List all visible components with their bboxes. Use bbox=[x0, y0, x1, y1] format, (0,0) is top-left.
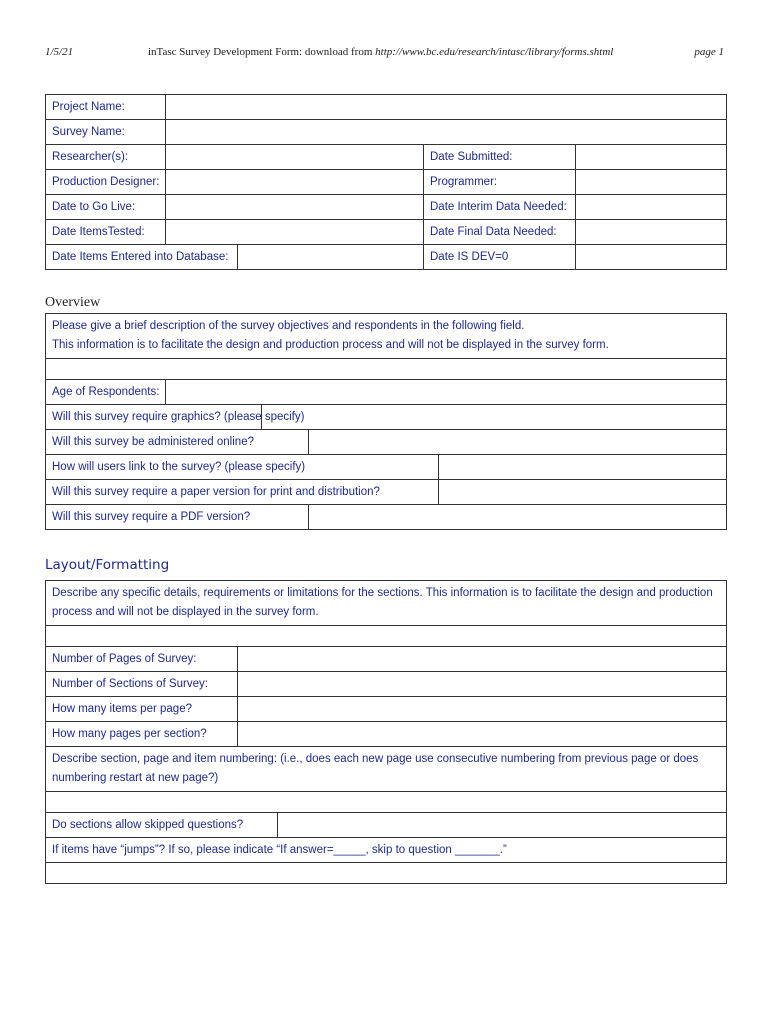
header-title-prefix: inTasc Survey Development Form: download from bbox=[148, 46, 376, 58]
production-designer-input[interactable] bbox=[172, 170, 417, 194]
date-submitted-input[interactable] bbox=[582, 145, 720, 169]
date-go-live-input[interactable] bbox=[172, 195, 417, 219]
header-page: page 1 bbox=[694, 46, 724, 58]
date-go-live-field[interactable] bbox=[166, 195, 424, 220]
age-respondents-field[interactable] bbox=[166, 380, 727, 405]
age-respondents-label: Age of Respondents: bbox=[46, 380, 166, 405]
items-per-page-input[interactable] bbox=[244, 697, 720, 721]
paper-label: Will this survey require a paper version for print and distribution? bbox=[46, 480, 439, 505]
table-row bbox=[46, 647, 727, 672]
pdf-input[interactable] bbox=[315, 505, 720, 529]
layout-description-input[interactable] bbox=[52, 626, 720, 646]
programmer-field[interactable] bbox=[576, 170, 727, 195]
table-row bbox=[46, 120, 727, 145]
table-row bbox=[46, 863, 727, 884]
survey-name-input[interactable] bbox=[172, 120, 720, 144]
paper-field[interactable] bbox=[439, 480, 727, 505]
table-row bbox=[46, 405, 727, 430]
table-row bbox=[46, 747, 727, 792]
table-row bbox=[46, 95, 727, 120]
layout-description-field[interactable] bbox=[46, 626, 727, 647]
items-per-page-label: How many items per page? bbox=[46, 697, 238, 722]
table-row bbox=[46, 697, 727, 722]
table-row bbox=[46, 195, 727, 220]
production-designer-label: Production Designer: bbox=[46, 170, 166, 195]
date-final-input[interactable] bbox=[582, 220, 720, 244]
date-submitted-field[interactable] bbox=[576, 145, 727, 170]
jumps-field[interactable] bbox=[46, 863, 727, 884]
overview-desc-line1: Please give a brief description of the survey objectives and respondents in the following field. bbox=[52, 320, 525, 332]
skipped-label: Do sections allow skipped questions? bbox=[46, 813, 278, 838]
date-final-label: Date Final Data Needed: bbox=[424, 220, 576, 245]
pages-input[interactable] bbox=[244, 647, 720, 671]
date-items-tested-field[interactable] bbox=[166, 220, 424, 245]
date-final-field[interactable] bbox=[576, 220, 727, 245]
age-respondents-input[interactable] bbox=[172, 380, 720, 404]
table-row bbox=[46, 792, 727, 813]
online-field[interactable] bbox=[309, 430, 727, 455]
project-name-field[interactable] bbox=[166, 95, 727, 120]
date-items-tested-input[interactable] bbox=[172, 220, 417, 244]
table-row bbox=[46, 672, 727, 697]
overview-desc-line2: This information is to facilitate the design and production process and will not be displayed in the survey form. bbox=[52, 339, 609, 351]
programmer-input[interactable] bbox=[582, 170, 720, 194]
table-row bbox=[46, 314, 727, 359]
project-info-table bbox=[45, 94, 727, 270]
header-url[interactable]: http://www.bc.edu/research/intasc/library/forms.shtml bbox=[375, 46, 614, 58]
table-row bbox=[46, 838, 727, 863]
online-input[interactable] bbox=[315, 430, 720, 454]
online-label: Will this survey be administered online? bbox=[46, 430, 309, 455]
graphics-field[interactable] bbox=[262, 405, 727, 430]
researchers-label: Researcher(s): bbox=[46, 145, 166, 170]
date-is-dev-label: Date IS DEV=0 bbox=[424, 245, 576, 270]
table-row bbox=[46, 359, 727, 380]
overview-heading: Overview bbox=[45, 295, 101, 310]
project-name-input[interactable] bbox=[172, 95, 720, 119]
date-go-live-label: Date to Go Live: bbox=[46, 195, 166, 220]
table-row bbox=[46, 430, 727, 455]
survey-name-label: Survey Name: bbox=[46, 120, 166, 145]
date-interim-input[interactable] bbox=[582, 195, 720, 219]
items-per-page-field[interactable] bbox=[238, 697, 727, 722]
date-items-tested-label: Date ItemsTested: bbox=[46, 220, 166, 245]
graphics-input[interactable] bbox=[268, 405, 720, 429]
sections-input[interactable] bbox=[244, 672, 720, 696]
table-row bbox=[46, 380, 727, 405]
overview-description-input[interactable] bbox=[52, 359, 720, 379]
layout-description: Describe any specific details, requirements or limitations for the sections. This information is to facilitate the design and production process and will not be displayed in the survey form. bbox=[46, 581, 727, 626]
researchers-input[interactable] bbox=[172, 145, 417, 169]
pages-per-section-label: How many pages per section? bbox=[46, 722, 238, 747]
table-row bbox=[46, 455, 727, 480]
layout-heading: Layout/Formatting bbox=[45, 557, 170, 573]
overview-description-field[interactable] bbox=[46, 359, 727, 380]
table-row bbox=[46, 170, 727, 195]
numbering-field[interactable] bbox=[46, 792, 727, 813]
pdf-label: Will this survey require a PDF version? bbox=[46, 505, 309, 530]
skipped-field[interactable] bbox=[278, 813, 727, 838]
link-field[interactable] bbox=[439, 455, 727, 480]
researchers-field[interactable] bbox=[166, 145, 424, 170]
date-items-entered-label: Date Items Entered into Database: bbox=[46, 245, 238, 270]
date-items-entered-field[interactable] bbox=[238, 245, 424, 270]
skipped-input[interactable] bbox=[284, 813, 720, 837]
date-interim-label: Date Interim Data Needed: bbox=[424, 195, 576, 220]
link-label: How will users link to the survey? (please specify) bbox=[46, 455, 439, 480]
date-items-entered-input[interactable] bbox=[244, 245, 417, 269]
sections-label: Number of Sections of Survey: bbox=[46, 672, 238, 697]
sections-field[interactable] bbox=[238, 672, 727, 697]
jumps-label: If items have “jumps”? If so, please indicate “If answer=_____, skip to question _______.” bbox=[46, 838, 727, 863]
table-row bbox=[46, 813, 727, 838]
overview-description bbox=[46, 314, 727, 359]
table-row bbox=[46, 145, 727, 170]
date-submitted-label: Date Submitted: bbox=[424, 145, 576, 170]
pages-per-section-input[interactable] bbox=[244, 722, 720, 746]
pages-field[interactable] bbox=[238, 647, 727, 672]
paper-input[interactable] bbox=[445, 480, 720, 504]
date-is-dev-field[interactable] bbox=[576, 245, 727, 270]
production-designer-field[interactable] bbox=[166, 170, 424, 195]
table-row bbox=[46, 505, 727, 530]
numbering-input[interactable] bbox=[52, 792, 720, 812]
table-row bbox=[46, 245, 727, 270]
link-input[interactable] bbox=[445, 455, 720, 479]
programmer-label: Programmer: bbox=[424, 170, 576, 195]
project-name-label: Project Name: bbox=[46, 95, 166, 120]
date-interim-field[interactable] bbox=[576, 195, 727, 220]
layout-table bbox=[45, 580, 727, 884]
numbering-description: Describe section, page and item numbering: (i.e., does each new page use consecutive numbering from previous page or does numbering restart at new page?) bbox=[46, 747, 727, 792]
pdf-field[interactable] bbox=[309, 505, 727, 530]
table-row bbox=[46, 220, 727, 245]
overview-table bbox=[45, 313, 727, 530]
graphics-label: Will this survey require graphics? (please specify) bbox=[46, 405, 262, 430]
table-row bbox=[46, 581, 727, 626]
table-row bbox=[46, 626, 727, 647]
pages-label: Number of Pages of Survey: bbox=[46, 647, 238, 672]
table-row bbox=[46, 480, 727, 505]
survey-name-field[interactable] bbox=[166, 120, 727, 145]
header-title bbox=[148, 46, 613, 58]
table-row bbox=[46, 722, 727, 747]
date-is-dev-input[interactable] bbox=[582, 245, 720, 269]
header-date: 1/5/21 bbox=[45, 46, 74, 58]
jumps-input[interactable] bbox=[52, 863, 720, 883]
pages-per-section-field[interactable] bbox=[238, 722, 727, 747]
